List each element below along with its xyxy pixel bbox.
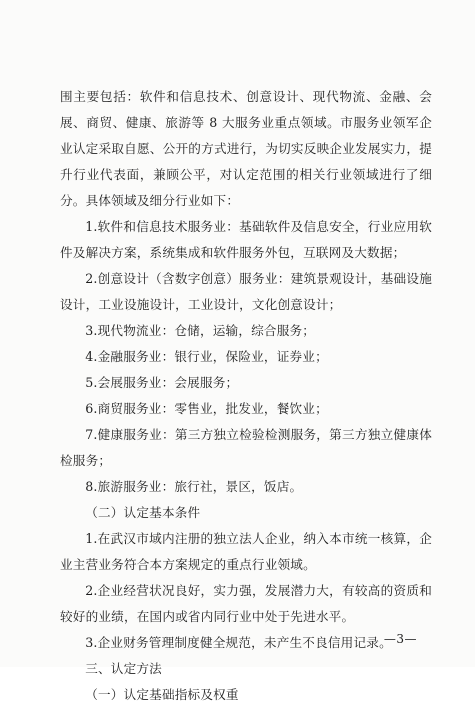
paragraph-item-4-finance: 4.金融服务业：银行业，保险业，证券业；	[85, 349, 328, 364]
paragraph-item-8-tourism: 8.旅游服务业：旅行社，景区，饭店。	[85, 479, 303, 494]
page-number: —3—	[383, 632, 417, 646]
document-body	[60, 84, 432, 708]
paragraph-item-3-logistics: 3.现代物流业：仓储，运输，综合服务；	[85, 323, 316, 338]
paragraph-condition-3: 3.企业财务管理制度健全规范，未产生不良信用记录。	[85, 635, 392, 650]
section-heading-basic-conditions: （二）认定基本条件	[85, 505, 201, 520]
paragraph-condition-2: 2.企业经营状况良好，实力强，发展潜力大，有较高的资质和较好的业绩，在国内或省内同行业中处于先进水平。	[60, 583, 432, 624]
paragraph-item-7-health: 7.健康服务业：第三方独立检验检测服务，第三方独立健康体检服务；	[60, 427, 432, 468]
paragraph-scope-intro: 围主要包括：软件和信息技术、创意设计、现代物流、金融、会展、商贸、健康、旅游等 8 大服务业重点领域。市服务业领军企业认定采取自愿、公开的方式进行，为切实反映企业发展实力，提升行业代表面，兼顾公平，对认定范围的相关行业领域进行了细分。具体领域及细分行业如下：	[60, 89, 432, 208]
paragraph-item-6-commerce: 6.商贸服务业：零售业，批发业，餐饮业；	[85, 401, 328, 416]
paragraph-item-2-creative-design: 2.创意设计（含数字创意）服务业：建筑景观设计，基础设施设计，工业设施设计，工业设计，文化创意设计；	[60, 271, 432, 312]
paragraph-item-5-exhibition: 5.会展服务业：会展服务；	[85, 375, 239, 390]
paragraph-item-1-software: 1.软件和信息技术服务业：基础软件及信息安全，行业应用软件及解决方案，系统集成和软件服务外包，互联网及大数据；	[60, 219, 432, 260]
subsection-heading-indicators: （一）认定基础指标及权重	[85, 687, 239, 702]
paragraph-condition-1: 1.在武汉市域内注册的独立法人企业，纳入本市统一核算，企业主营业务符合本方案规定的重点行业领域。	[60, 531, 432, 572]
section-heading-methods: 三、认定方法	[85, 661, 162, 676]
